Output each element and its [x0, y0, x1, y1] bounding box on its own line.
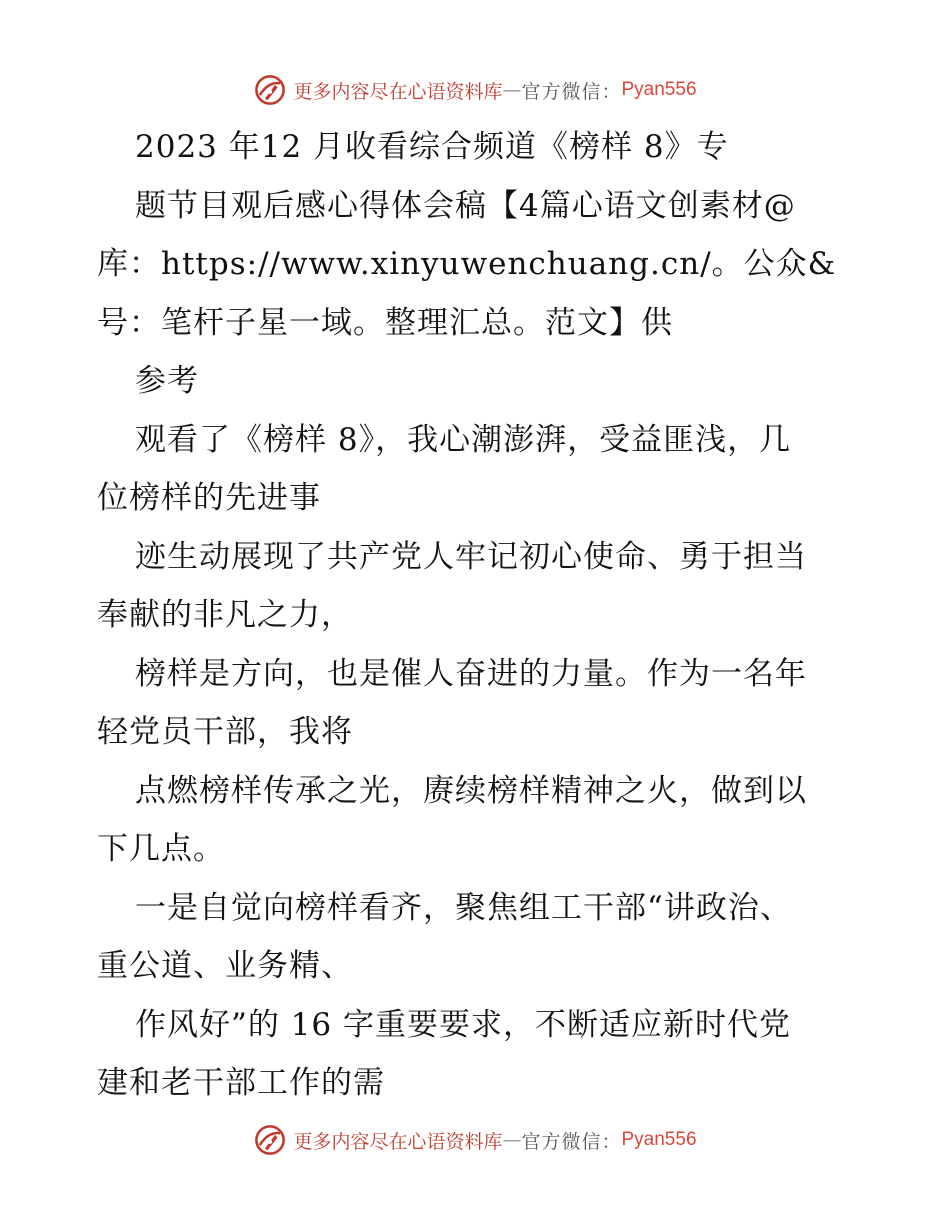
- banner-main-text: 更多内容尽在心语资料库: [293, 1130, 503, 1153]
- text-line: 重公道、业务精、: [97, 948, 353, 984]
- text-line: 点燃榜样传承之光，赓续榜样精神之火，做到以: [135, 772, 807, 809]
- banner-separator: —: [502, 1129, 522, 1151]
- text-line: 位榜样的先进事: [97, 480, 321, 516]
- text-line: 参考: [135, 363, 199, 399]
- pen-swirl-logo-icon: [253, 1123, 287, 1157]
- text-line: 号：笔杆子星一域。整理汇总。范文】供: [97, 304, 673, 341]
- text-line: 题节目观后感心得体会稿【4篇心语文创素材@: [135, 187, 796, 224]
- banner-separator: —: [502, 79, 522, 101]
- banner-official-label: 官方微信：: [521, 80, 622, 103]
- banner-main-text: 更多内容尽在心语资料库: [293, 80, 503, 103]
- banner-official-label: 官方微信：: [521, 1130, 622, 1153]
- text-line: 榜样是方向，也是催人奋进的力量。作为一名年: [135, 655, 807, 692]
- header-banner: [0, 70, 950, 110]
- pen-swirl-logo-icon: [253, 73, 287, 107]
- text-line: 库：https://www.xinyuwenchuang.cn/。公众&: [97, 246, 837, 282]
- banner-wechat-id: Pyan556: [621, 79, 697, 100]
- text-line: 建和老干部工作的需: [97, 1065, 385, 1101]
- banner-wechat-id: Pyan556: [621, 1129, 697, 1150]
- text-line: 2023 年12 月收看综合频道《榜样 8》专: [135, 129, 729, 165]
- text-line: 作风好”的 16 字重要要求，不断适应新时代党: [135, 1006, 792, 1043]
- footer-banner: [0, 1120, 950, 1160]
- text-line: 轻党员干部，我将: [97, 714, 353, 750]
- text-line: 一是自觉向榜样看齐，聚焦组工干部“讲政治、: [135, 889, 792, 926]
- text-line: 观看了《榜样 8》，我心潮澎湃，受益匪浅，几: [135, 421, 792, 458]
- text-line: 迹生动展现了共产党人牢记初心使命、勇于担当: [135, 538, 807, 575]
- text-line: 下几点。: [97, 831, 225, 867]
- text-line: 奉献的非凡之力，: [97, 597, 353, 633]
- document-body: [97, 118, 857, 1113]
